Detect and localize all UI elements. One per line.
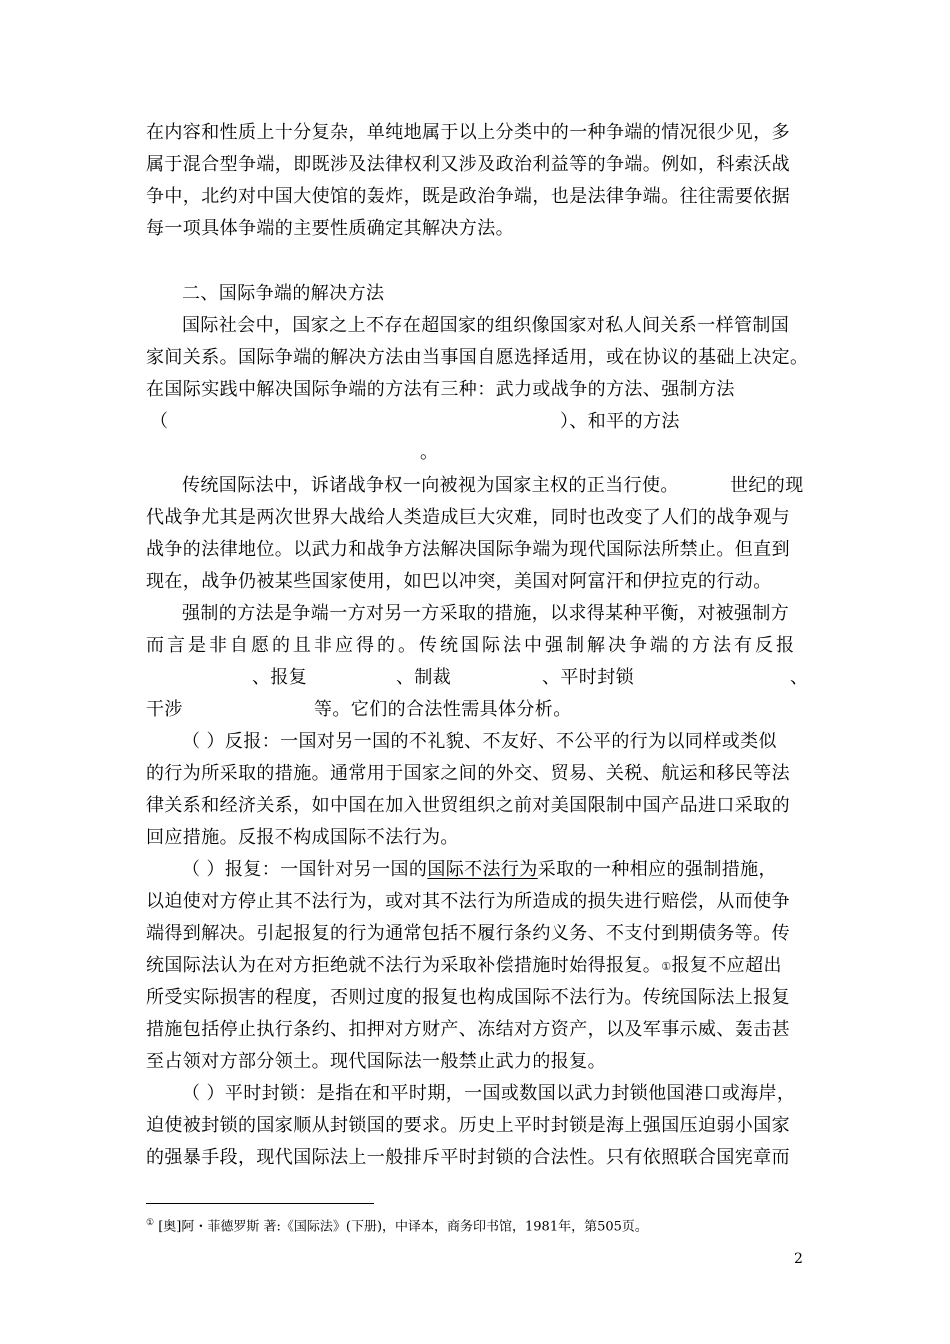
footnote-rule: [146, 1203, 374, 1204]
body-line: 回应措施。反报不构成国际不法行为。: [146, 827, 459, 848]
body-line: 在内容和性质上十分复杂，单纯地属于以上分类中的一种争端的情况很少见，多: [146, 122, 790, 143]
body-line: 每一项具体争端的主要性质确定其解决方法。: [146, 218, 514, 239]
body-line: （ ）平时封锁：是指在和平时期，一国或数国以武力封锁他国港口或海岸，: [182, 1083, 796, 1104]
body-line: 、: [790, 667, 809, 688]
body-line: 迫使被封锁的国家顺从封锁国的要求。历史上平时封锁是海上强国压迫弱小国家: [146, 1115, 790, 1136]
body-line: 传统国际法中，诉诸战争权一向被视为国家主权的正当行使。: [182, 475, 679, 496]
body-line: 、平时封锁: [542, 667, 634, 688]
body-line: 、制裁: [396, 667, 452, 688]
footnote: ① [奥]阿・菲德罗斯 著:《国际法》(下册)，中译本，商务印书馆，1981年，第505页。: [146, 1218, 648, 1235]
body-line: （ ）报复：一国针对另一国的国际不法行为采取的一种相应的强制措施，: [182, 859, 777, 880]
page-number: 2: [794, 1251, 803, 1267]
body-line: 现在，战争仍被某些国家使用，如巴以冲突，美国对阿富汗和伊拉克的行动。: [146, 571, 772, 592]
body-line: 而言是非自愿的且非应得的。传统国际法中强制解决争端的方法有反报: [146, 635, 797, 656]
paren-open: （: [150, 411, 169, 432]
body-line: 家间关系。国际争端的解决方法由当事国自愿选择适用，或在协议的基础上决定。: [146, 347, 809, 368]
body-line: 干涉: [146, 699, 183, 720]
body-line: 统国际法认为在对方拒绝就不法行为采取补偿措施时始得报复。①报复不应超出: [146, 955, 782, 976]
body-line: 端得到解决。引起报复的行为通常包括不履行条约义务、不支付到期债务等。传: [146, 923, 790, 944]
body-line: 等。它们的合法性需具体分析。: [314, 699, 572, 720]
paren-close: ）、和平的方法: [560, 411, 680, 432]
body-line: 属于混合型争端，即既涉及法律权利又涉及政治利益等的争端。例如，科索沃战: [146, 154, 790, 175]
body-line: 措施包括停止执行条约、扣押对方财产、冻结对方资产，以及军事示威、轰击甚: [146, 1019, 790, 1040]
body-line: 强制的方法是争端一方对另一方采取的措施，以求得某种平衡，对被强制方: [182, 603, 790, 624]
body-line: 世纪的现: [730, 475, 804, 496]
body-line: 争中，北约对中国大使馆的轰炸，既是政治争端，也是法律争端。往往需要依据: [146, 186, 790, 207]
body-line: 所受实际损害的程度，否则过度的报复也构成国际不法行为。传统国际法上报复: [146, 987, 790, 1008]
section-heading: 二、国际争端的解决方法: [182, 283, 385, 304]
body-line: 律关系和经济关系，如中国在加入世贸组织之前对美国限制中国产品进口采取的: [146, 795, 790, 816]
body-line: 在国际实践中解决国际争端的方法有三种：武力或战争的方法、强制方法: [146, 379, 735, 400]
body-line: 代战争尤其是两次世界大战给人类造成巨大灾难，同时也改变了人们的战争观与: [146, 507, 790, 528]
body-line: 、报复: [252, 667, 308, 688]
body-line: 的强暴手段，现代国际法上一般排斥平时封锁的合法性。只有依照联合国宪章而: [146, 1147, 790, 1168]
period-mark: 。: [420, 442, 439, 463]
body-line: （ ）反报：一国对另一国的不礼貌、不友好、不公平的行为以同样或类似: [182, 731, 777, 752]
underlined-term: 国际不法行为: [427, 859, 538, 880]
body-line: 以迫使对方停止其不法行为，或对其不法行为所造成的损失进行赔偿，从而使争: [146, 891, 790, 912]
body-line: 的行为所采取的措施。通常用于国家之间的外交、贸易、关税、航运和移民等法: [146, 763, 790, 784]
body-line: 战争的法律地位。以武力和战争方法解决国际争端为现代国际法所禁止。但直到: [146, 539, 790, 560]
body-line: 国际社会中，国家之上不存在超国家的组织像国家对私人间关系一样管制国: [182, 315, 790, 336]
body-line: 至占领对方部分领土。现代国际法一般禁止武力的报复。: [146, 1051, 606, 1072]
footnote-ref[interactable]: ①: [661, 960, 672, 973]
